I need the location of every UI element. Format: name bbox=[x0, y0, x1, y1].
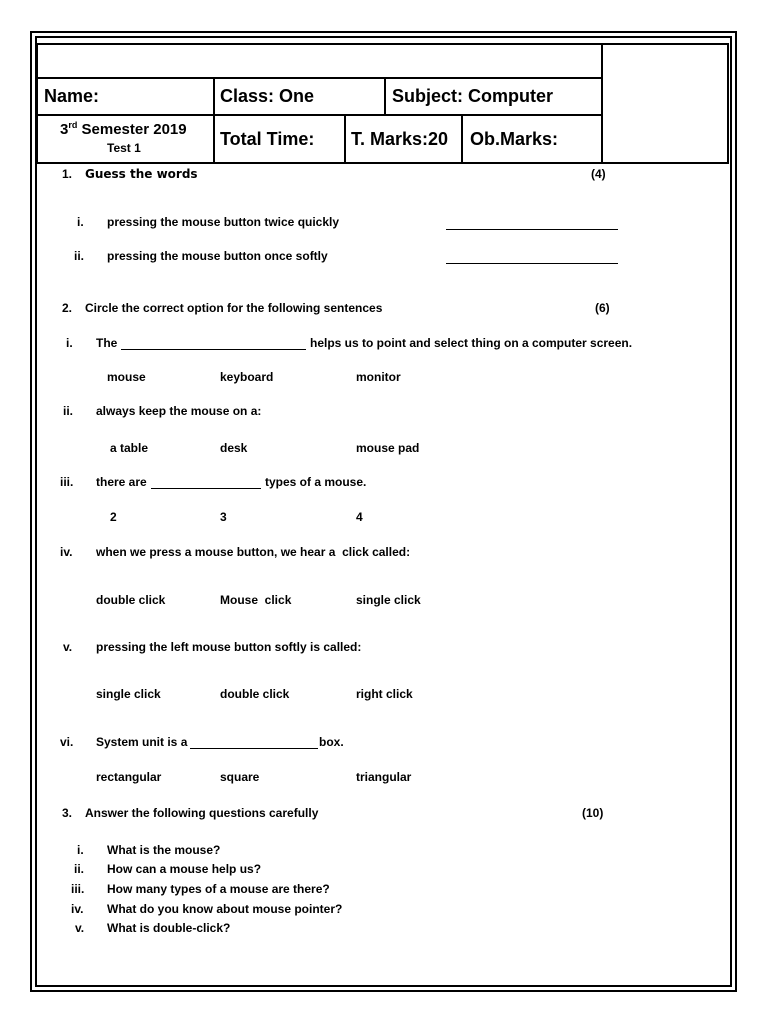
q2-item-4-option-3[interactable]: single click bbox=[356, 593, 421, 607]
q2-title: Circle the correct option for the following sentences bbox=[85, 301, 383, 315]
q3-number: 3. bbox=[62, 806, 73, 820]
q2-item-5-text: pressing the left mouse button softly is called: bbox=[96, 640, 362, 654]
q2-item-6-number: vi. bbox=[60, 735, 74, 749]
q2-number: 2. bbox=[62, 301, 73, 315]
q2-marks: (6) bbox=[595, 301, 610, 315]
q2-item-2-option-3[interactable]: mouse pad bbox=[356, 441, 420, 455]
header-col-divider-3 bbox=[344, 114, 346, 164]
name-label: Name: bbox=[44, 86, 100, 106]
header-box-side bbox=[601, 43, 729, 164]
q2-item-4-number: iv. bbox=[60, 545, 73, 559]
q3-item-2-number: ii. bbox=[74, 862, 85, 876]
q2-item-3-blank[interactable] bbox=[151, 488, 261, 489]
q2-item-1-text-pre: The bbox=[96, 336, 118, 350]
q1-item-1-text: pressing the mouse button twice quickly bbox=[107, 215, 340, 229]
header-col-divider-4 bbox=[461, 114, 463, 164]
q2-item-3-text-post: types of a mouse. bbox=[265, 475, 367, 489]
q1-title: Guess the words bbox=[85, 167, 198, 181]
q2-item-2-text: always keep the mouse on a: bbox=[96, 404, 262, 418]
q2-item-3-text-pre: there are bbox=[96, 475, 147, 489]
q2-item-3-option-1[interactable]: 2 bbox=[110, 510, 117, 524]
q2-item-6-option-1[interactable]: rectangular bbox=[96, 770, 162, 784]
q2-item-3-option-2[interactable]: 3 bbox=[220, 510, 227, 524]
test-label: Test 1 bbox=[107, 141, 141, 155]
q2-item-1-number: i. bbox=[66, 336, 73, 350]
q3-item-5-text: What is double-click? bbox=[107, 921, 231, 935]
q2-item-2-option-1[interactable]: a table bbox=[110, 441, 149, 455]
q1-marks: (4) bbox=[591, 167, 606, 181]
q3-item-3-number: iii. bbox=[71, 882, 85, 896]
q1-item-2-text: pressing the mouse button once softly bbox=[107, 249, 328, 263]
q2-item-2-option-2[interactable]: desk bbox=[220, 441, 248, 455]
q2-item-4-option-1[interactable]: double click bbox=[96, 593, 166, 607]
header-col-divider-2 bbox=[384, 77, 386, 116]
q2-item-2-number: ii. bbox=[63, 404, 74, 418]
q1-item-2-answer-blank[interactable] bbox=[446, 263, 618, 264]
q3-title: Answer the following questions carefully bbox=[85, 806, 319, 820]
q3-marks: (10) bbox=[582, 806, 604, 820]
q2-item-6-text-post: box. bbox=[319, 735, 344, 749]
q2-item-5-option-3[interactable]: right click bbox=[356, 687, 413, 701]
q2-item-3-option-3[interactable]: 4 bbox=[356, 510, 363, 524]
q2-item-1-option-2[interactable]: keyboard bbox=[220, 370, 274, 384]
q2-item-5-option-2[interactable]: double click bbox=[220, 687, 290, 701]
q3-item-4-text: What do you know about mouse pointer? bbox=[107, 902, 343, 916]
q2-item-6-option-2[interactable]: square bbox=[220, 770, 260, 784]
q2-item-4-text: when we press a mouse button, we hear a click called: bbox=[96, 545, 411, 559]
q1-item-2-number: ii. bbox=[74, 249, 85, 263]
q2-item-6-option-3[interactable]: triangular bbox=[356, 770, 412, 784]
q3-item-1-number: i. bbox=[77, 843, 84, 857]
q2-item-4-option-2[interactable]: Mouse click bbox=[220, 593, 292, 607]
q2-item-3-number: iii. bbox=[60, 475, 74, 489]
q3-item-5-number: v. bbox=[75, 921, 85, 935]
header-row-divider-1 bbox=[36, 77, 603, 79]
q3-item-1-text: What is the mouse? bbox=[107, 843, 221, 857]
header-col-divider-1 bbox=[213, 77, 215, 164]
q2-item-1-text-post: helps us to point and select thing on a computer screen. bbox=[310, 336, 633, 350]
q2-item-1-option-1[interactable]: mouse bbox=[107, 370, 146, 384]
q2-item-6-text-pre: System unit is a bbox=[96, 735, 188, 749]
q2-item-1-option-3[interactable]: monitor bbox=[356, 370, 401, 384]
total-time-label: Total Time: bbox=[220, 129, 315, 149]
q2-item-5-option-1[interactable]: single click bbox=[96, 687, 161, 701]
total-marks-label: T. Marks:20 bbox=[351, 129, 449, 149]
q1-item-1-number: i. bbox=[77, 215, 84, 229]
q3-item-4-number: iv. bbox=[71, 902, 84, 916]
class-label: Class: One bbox=[220, 86, 315, 106]
q2-item-5-number: v. bbox=[63, 640, 73, 654]
semester-label: 3rd Semester 2019 bbox=[60, 120, 187, 138]
q1-item-1-answer-blank[interactable] bbox=[446, 229, 618, 230]
q2-item-6-blank[interactable] bbox=[190, 748, 318, 749]
obtained-marks-label: Ob.Marks: bbox=[470, 129, 559, 149]
q3-item-2-text: How can a mouse help us? bbox=[107, 862, 262, 876]
subject-label: Subject: Computer bbox=[392, 86, 554, 106]
header-row-divider-2 bbox=[36, 114, 603, 116]
q3-item-3-text: How many types of a mouse are there? bbox=[107, 882, 330, 896]
q2-item-1-blank[interactable] bbox=[121, 349, 306, 350]
q1-number: 1. bbox=[62, 167, 73, 181]
